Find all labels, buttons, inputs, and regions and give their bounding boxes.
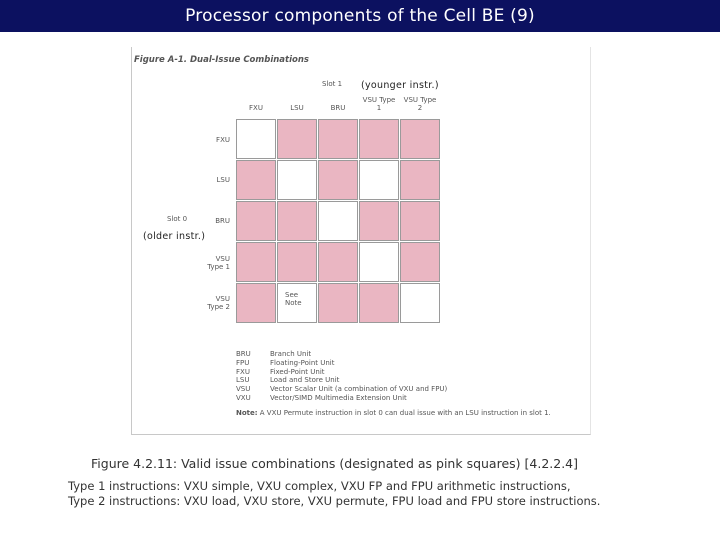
row-header-vsu-type1: VSU Type 1 [207, 255, 230, 271]
grid-cell-r2-c0 [236, 201, 276, 241]
grid-cell-r2-c1 [277, 201, 317, 241]
legend-description: Vector Scalar Unit (a combination of VXU and FPU) [270, 385, 448, 394]
type2-description: Type 2 instructions: VXU load, VXU store, VXU permute, FPU load and FPU store instructions. [68, 494, 601, 508]
grid-cell-r0-c2 [318, 119, 358, 159]
legend-abbr: FPU [236, 358, 250, 367]
legend-description: Load and Store Unit [270, 376, 340, 385]
see-note-label: See Note [285, 291, 302, 307]
note-label: Note: [236, 409, 258, 417]
row-header-vsu-type2: VSU Type 2 [207, 295, 230, 311]
older-annotation: (older instr.) [143, 231, 206, 242]
slide-title-bar [0, 0, 720, 32]
younger-annotation: (younger instr.) [361, 80, 439, 91]
grid-cell-r0-c3 [359, 119, 399, 159]
legend-abbr: VXU [236, 394, 251, 402]
grid-cell-r4-c3 [359, 283, 399, 323]
grid-cell-r2-c4 [400, 201, 440, 241]
row-header-lsu: LSU [216, 176, 230, 184]
row-header-bru: BRU [215, 217, 230, 225]
grid-cell-r4-c2 [318, 283, 358, 323]
grid-cell-r3-c0 [236, 242, 276, 282]
legend-description: Branch Unit [270, 350, 312, 358]
grid-cell-r3-c2 [318, 242, 358, 282]
grid-cell-r3-c4 [400, 242, 440, 282]
legend-abbr: BRU [236, 350, 251, 358]
figure-caption: Figure 4.2.11: Valid issue combinations (designated as pink squares) [4.2.2.4] [91, 456, 578, 471]
col-header-fxu: FXU [249, 104, 263, 112]
grid-cell-r0-c4 [400, 119, 440, 159]
type1-description: Type 1 instructions: VXU simple, VXU complex, VXU FP and FPU arithmetic instructions, [68, 479, 571, 493]
grid-cell-r0-c0 [236, 119, 276, 159]
grid-cell-r1-c3 [359, 160, 399, 200]
grid-cell-r2-c2 [318, 201, 358, 241]
legend-abbr: VSU [236, 385, 251, 394]
slot1-label: Slot 1 [322, 80, 343, 88]
figure-note [236, 409, 551, 417]
col-header-vsu-type2: VSU Type 2 [403, 96, 437, 112]
grid-cell-r4-c4 [400, 283, 440, 323]
grid-cell-r4-c0 [236, 283, 276, 323]
grid-cell-r3-c1 [277, 242, 317, 282]
slide-title: Processor components of the Cell BE (9) [185, 6, 535, 26]
col-header-bru: BRU [330, 104, 346, 112]
col-header-vsu-type1: VSU Type 1 [362, 96, 396, 112]
legend-description: Vector/SIMD Multimedia Extension Unit [270, 394, 407, 402]
grid-cell-r3-c3 [359, 242, 399, 282]
figure-title: Figure A-1. Dual-Issue Combinations [134, 55, 309, 65]
row-header-fxu: FXU [216, 136, 230, 144]
grid-cell-r0-c1 [277, 119, 317, 159]
grid-cell-r1-c4 [400, 160, 440, 200]
grid-cell-r1-c1 [277, 160, 317, 200]
legend-abbr: LSU [236, 376, 250, 385]
note-text: A VXU Permute instruction in slot 0 can dual issue with an LSU instruction in slot 1. [259, 409, 551, 417]
grid-cell-r1-c0 [236, 160, 276, 200]
legend-abbr: FXU [236, 367, 250, 376]
slot0-label: Slot 0 [167, 215, 188, 223]
col-header-lsu: LSU [290, 104, 304, 112]
grid-cell-r2-c3 [359, 201, 399, 241]
legend-description: Fixed-Point Unit [270, 367, 325, 376]
legend-description: Floating-Point Unit [270, 358, 335, 367]
grid-cell-r1-c2 [318, 160, 358, 200]
